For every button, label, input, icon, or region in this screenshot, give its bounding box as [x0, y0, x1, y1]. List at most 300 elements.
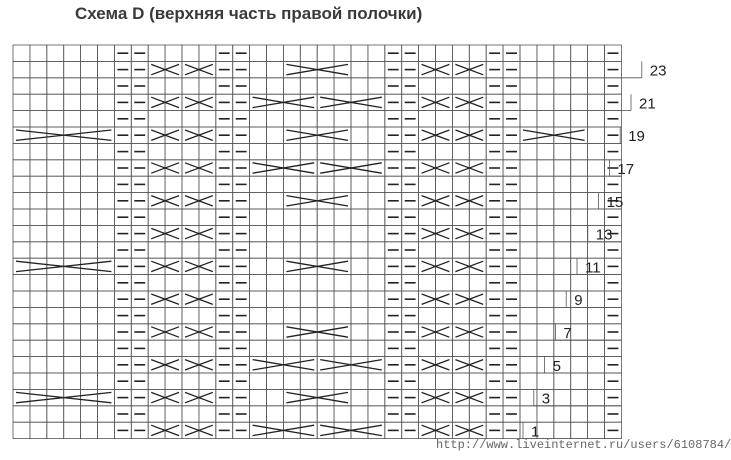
grid-cell [351, 340, 368, 356]
grid-cell [537, 160, 554, 176]
grid-cell [520, 340, 537, 356]
grid-cell [334, 340, 351, 356]
grid-cell [554, 225, 571, 241]
grid-cell [452, 127, 469, 143]
grid-cell [98, 94, 115, 110]
grid-cell [199, 307, 216, 323]
grid-cell [351, 225, 368, 241]
grid-cell [334, 275, 351, 291]
grid-cell [148, 324, 165, 340]
grid-cell [368, 45, 385, 61]
grid-cell [300, 45, 317, 61]
grid-cell [436, 357, 453, 373]
grid-cell [165, 307, 182, 323]
grid-cell [199, 209, 216, 225]
grid-cell [64, 225, 81, 241]
grid-cell [588, 209, 605, 225]
grid-cell [81, 143, 98, 159]
grid-cell [30, 94, 47, 110]
grid-cell [300, 111, 317, 127]
grid-cell [81, 45, 98, 61]
grid-cell [571, 357, 588, 373]
grid-cell [30, 422, 47, 438]
grid-cell [436, 176, 453, 192]
grid-cell [554, 45, 571, 61]
grid-cell [165, 275, 182, 291]
grid-cell [199, 258, 216, 274]
grid-cell [250, 357, 267, 373]
grid-cell [520, 127, 537, 143]
grid-cell [98, 422, 115, 438]
grid-cell [588, 389, 605, 405]
grid-cell [436, 422, 453, 438]
grid-cell [571, 176, 588, 192]
grid-cell [452, 61, 469, 77]
grid-cell [334, 45, 351, 61]
grid-cell [13, 143, 30, 159]
grid-cell [182, 422, 199, 438]
grid-cell [571, 324, 588, 340]
grid-cell [419, 176, 436, 192]
grid-cell [182, 357, 199, 373]
grid-cell [452, 176, 469, 192]
grid-cell [571, 127, 588, 143]
grid-cell [571, 340, 588, 356]
grid-cell [554, 61, 571, 77]
grid-cell [419, 275, 436, 291]
grid-cell [436, 373, 453, 389]
grid-cell [47, 324, 64, 340]
grid-cell [81, 340, 98, 356]
grid-cell [47, 357, 64, 373]
grid-cell [571, 61, 588, 77]
grid-cell [452, 225, 469, 241]
grid-cell [537, 373, 554, 389]
grid-cell [452, 242, 469, 258]
grid-cell [13, 78, 30, 94]
grid-cell [317, 225, 334, 241]
grid-cell [250, 242, 267, 258]
grid-cell [283, 324, 300, 340]
grid-cell [368, 176, 385, 192]
grid-cell [588, 160, 605, 176]
grid-cell [571, 422, 588, 438]
grid-cell [554, 406, 571, 422]
grid-cell [537, 340, 554, 356]
grid-cell [199, 406, 216, 422]
grid-cell [368, 340, 385, 356]
grid-cell [520, 143, 537, 159]
grid-cell [317, 78, 334, 94]
grid-cell [469, 78, 486, 94]
grid-cell [182, 143, 199, 159]
chart-title: Схема D (верхняя часть правой полочки) [75, 4, 423, 23]
grid-cell [317, 45, 334, 61]
grid-cell [537, 61, 554, 77]
grid-cell [588, 340, 605, 356]
grid-cell [317, 242, 334, 258]
grid-cell [182, 127, 199, 143]
grid-cell [148, 307, 165, 323]
grid-cell [13, 373, 30, 389]
grid-cell [267, 389, 284, 405]
grid-cell [64, 209, 81, 225]
grid-cell [368, 406, 385, 422]
grid-cell [571, 143, 588, 159]
grid-cell [165, 193, 182, 209]
grid-cell [199, 193, 216, 209]
grid-cell [351, 275, 368, 291]
grid-cell [588, 176, 605, 192]
grid-cell [81, 209, 98, 225]
grid-cell [419, 143, 436, 159]
grid-cell [283, 45, 300, 61]
grid-cell [436, 307, 453, 323]
grid-cell [537, 143, 554, 159]
grid-cell [47, 61, 64, 77]
grid-cell [520, 389, 537, 405]
grid-cell [300, 94, 317, 110]
grid-cell [436, 389, 453, 405]
grid-cell [30, 111, 47, 127]
grid-cell [81, 324, 98, 340]
grid-cell [469, 340, 486, 356]
grid-cell [537, 225, 554, 241]
grid-cell [148, 373, 165, 389]
grid-cell [368, 225, 385, 241]
grid-cell [588, 94, 605, 110]
grid-cell [47, 225, 64, 241]
grid-cell [334, 258, 351, 274]
grid-cell [13, 94, 30, 110]
grid-cell [520, 176, 537, 192]
grid-cell [98, 291, 115, 307]
grid-cell [334, 61, 351, 77]
grid-cell [13, 357, 30, 373]
grid-cell [571, 111, 588, 127]
row-number: 19 [628, 128, 645, 146]
grid-cell [250, 373, 267, 389]
grid-cell [64, 160, 81, 176]
grid-cell [182, 258, 199, 274]
grid-cell [300, 340, 317, 356]
grid-cell [537, 94, 554, 110]
grid-cell [351, 111, 368, 127]
grid-cell [148, 45, 165, 61]
grid-cell [300, 291, 317, 307]
grid-cell [267, 78, 284, 94]
grid-cell [165, 389, 182, 405]
grid-cell [588, 78, 605, 94]
grid-cell [317, 143, 334, 159]
grid-cell [334, 389, 351, 405]
grid-cell [148, 78, 165, 94]
grid-cell [334, 406, 351, 422]
grid-cell [81, 275, 98, 291]
grid-cell [81, 242, 98, 258]
grid-cell [13, 242, 30, 258]
grid-cell [554, 258, 571, 274]
grid-cell [436, 127, 453, 143]
grid-cell [148, 406, 165, 422]
grid-cell [165, 45, 182, 61]
grid-cell [165, 242, 182, 258]
grid-cell [537, 307, 554, 323]
grid-cell [98, 373, 115, 389]
grid-cell [182, 291, 199, 307]
grid-cell [98, 193, 115, 209]
grid-cell [283, 209, 300, 225]
grid-cell [182, 389, 199, 405]
grid-cell [250, 160, 267, 176]
grid-cell [334, 242, 351, 258]
grid-cell [81, 406, 98, 422]
grid-cell [554, 291, 571, 307]
grid-cell [182, 160, 199, 176]
grid-cell [588, 291, 605, 307]
grid-cell [148, 357, 165, 373]
grid-cell [300, 225, 317, 241]
grid-cell [182, 61, 199, 77]
grid-cell [452, 94, 469, 110]
grid-cell [368, 61, 385, 77]
grid-cell [419, 78, 436, 94]
grid-cell [30, 242, 47, 258]
grid-cell [81, 127, 98, 143]
grid-cell [554, 389, 571, 405]
grid-cell [419, 160, 436, 176]
grid-cell [250, 422, 267, 438]
grid-cell [199, 225, 216, 241]
grid-cell [64, 143, 81, 159]
grid-cell [436, 45, 453, 61]
grid-cell [334, 291, 351, 307]
grid-cell [64, 422, 81, 438]
grid-cell [267, 307, 284, 323]
grid-cell [554, 94, 571, 110]
grid-cell [300, 406, 317, 422]
grid-cell [250, 176, 267, 192]
grid-cell [520, 209, 537, 225]
grid-cell [98, 111, 115, 127]
grid-cell [98, 340, 115, 356]
grid-cell [148, 127, 165, 143]
grid-cell [452, 340, 469, 356]
grid-cell [469, 275, 486, 291]
grid-cell [30, 176, 47, 192]
grid-cell [98, 389, 115, 405]
grid-cell [64, 61, 81, 77]
grid-cell [436, 340, 453, 356]
grid-cell [419, 45, 436, 61]
grid-cell [250, 258, 267, 274]
grid-cell [436, 324, 453, 340]
grid-cell [165, 111, 182, 127]
grid-cell [520, 258, 537, 274]
grid-cell [81, 111, 98, 127]
grid-cell [571, 78, 588, 94]
grid-cell [182, 45, 199, 61]
grid-cell [537, 78, 554, 94]
grid-cell [283, 111, 300, 127]
grid-cell [452, 357, 469, 373]
grid-cell [452, 324, 469, 340]
grid-cell [520, 307, 537, 323]
grid-cell [452, 111, 469, 127]
grid-cell [148, 225, 165, 241]
grid-cell [283, 78, 300, 94]
grid-cell [452, 193, 469, 209]
grid-cell [537, 275, 554, 291]
grid-cell [64, 275, 81, 291]
grid-cell [98, 176, 115, 192]
grid-cell [588, 422, 605, 438]
grid-cell [283, 389, 300, 405]
grid-cell [520, 324, 537, 340]
grid-cell [520, 225, 537, 241]
grid-cell [81, 78, 98, 94]
grid-cell [469, 111, 486, 127]
row-number: 7 [563, 325, 572, 342]
grid-cell [148, 389, 165, 405]
grid-cell [368, 242, 385, 258]
grid-cell [283, 258, 300, 274]
grid-cell [267, 61, 284, 77]
grid-cell [81, 61, 98, 77]
grid-cell [64, 176, 81, 192]
grid-cell [182, 225, 199, 241]
grid-cell [334, 78, 351, 94]
grid-cell [469, 45, 486, 61]
grid-cell [368, 373, 385, 389]
grid-cell [98, 258, 115, 274]
grid-cell [419, 111, 436, 127]
grid-cell [30, 275, 47, 291]
grid-cell [64, 291, 81, 307]
grid-cell [47, 291, 64, 307]
grid-cell [165, 225, 182, 241]
grid-cell [47, 307, 64, 323]
grid-cell [30, 357, 47, 373]
row-number: 11 [585, 259, 601, 277]
grid-cell [300, 78, 317, 94]
grid-cell [436, 94, 453, 110]
grid-cell [368, 193, 385, 209]
grid-cell [469, 389, 486, 405]
grid-cell [588, 242, 605, 258]
grid-cell [317, 307, 334, 323]
grid-cell [98, 275, 115, 291]
grid-cell [334, 143, 351, 159]
grid-cell [520, 242, 537, 258]
grid-cell [148, 111, 165, 127]
grid-cell [300, 242, 317, 258]
grid-cell [250, 78, 267, 94]
grid-cell [199, 78, 216, 94]
grid-cell [452, 78, 469, 94]
grid-cell [13, 389, 30, 405]
grid-cell [419, 357, 436, 373]
grid-cell [300, 143, 317, 159]
grid-cell [300, 422, 317, 438]
grid-cell [30, 340, 47, 356]
grid-cell [81, 225, 98, 241]
grid-cell [283, 225, 300, 241]
grid-cell [13, 340, 30, 356]
grid-cell [283, 373, 300, 389]
grid-cell [13, 176, 30, 192]
grid-cell [47, 406, 64, 422]
grid-cell [98, 45, 115, 61]
grid-cell [300, 307, 317, 323]
grid-cell [165, 127, 182, 143]
grid-cell [554, 307, 571, 323]
grid-cell [30, 127, 47, 143]
grid-cell [520, 61, 537, 77]
grid-cell [520, 406, 537, 422]
grid-cell [419, 422, 436, 438]
grid-cell [351, 209, 368, 225]
grid-cell [554, 275, 571, 291]
grid-cell [436, 78, 453, 94]
grid-cell [30, 209, 47, 225]
grid-cell [351, 291, 368, 307]
grid-cell [267, 324, 284, 340]
grid-cell [98, 61, 115, 77]
grid-cell [469, 291, 486, 307]
grid-cell [300, 357, 317, 373]
grid-cell [165, 94, 182, 110]
grid-cell [199, 242, 216, 258]
grid-cell [520, 275, 537, 291]
grid-cell [317, 340, 334, 356]
grid-cell [469, 94, 486, 110]
grid-cell [81, 193, 98, 209]
grid-cell [47, 160, 64, 176]
grid-cell [554, 209, 571, 225]
grid-cell [554, 143, 571, 159]
grid-cell [148, 209, 165, 225]
grid-cell [64, 94, 81, 110]
grid-cell [267, 45, 284, 61]
grid-cell [334, 373, 351, 389]
grid-cell [199, 143, 216, 159]
grid-cell [47, 275, 64, 291]
grid-cell [469, 258, 486, 274]
grid-cell [419, 373, 436, 389]
grid-cell [81, 94, 98, 110]
grid-cell [165, 78, 182, 94]
grid-cell [98, 324, 115, 340]
grid-cell [588, 357, 605, 373]
grid-cell [334, 209, 351, 225]
grid-cell [148, 340, 165, 356]
grid-cell [81, 307, 98, 323]
grid-cell [199, 176, 216, 192]
row-number: 5 [552, 357, 561, 375]
grid-cell [554, 373, 571, 389]
grid-cell [469, 357, 486, 373]
grid-cell [182, 324, 199, 340]
grid-cell [368, 78, 385, 94]
grid-cell [182, 193, 199, 209]
grid-cell [554, 78, 571, 94]
grid-cell [436, 275, 453, 291]
grid-cell [182, 340, 199, 356]
grid-cell [199, 127, 216, 143]
grid-cell [64, 242, 81, 258]
grid-cell [588, 406, 605, 422]
